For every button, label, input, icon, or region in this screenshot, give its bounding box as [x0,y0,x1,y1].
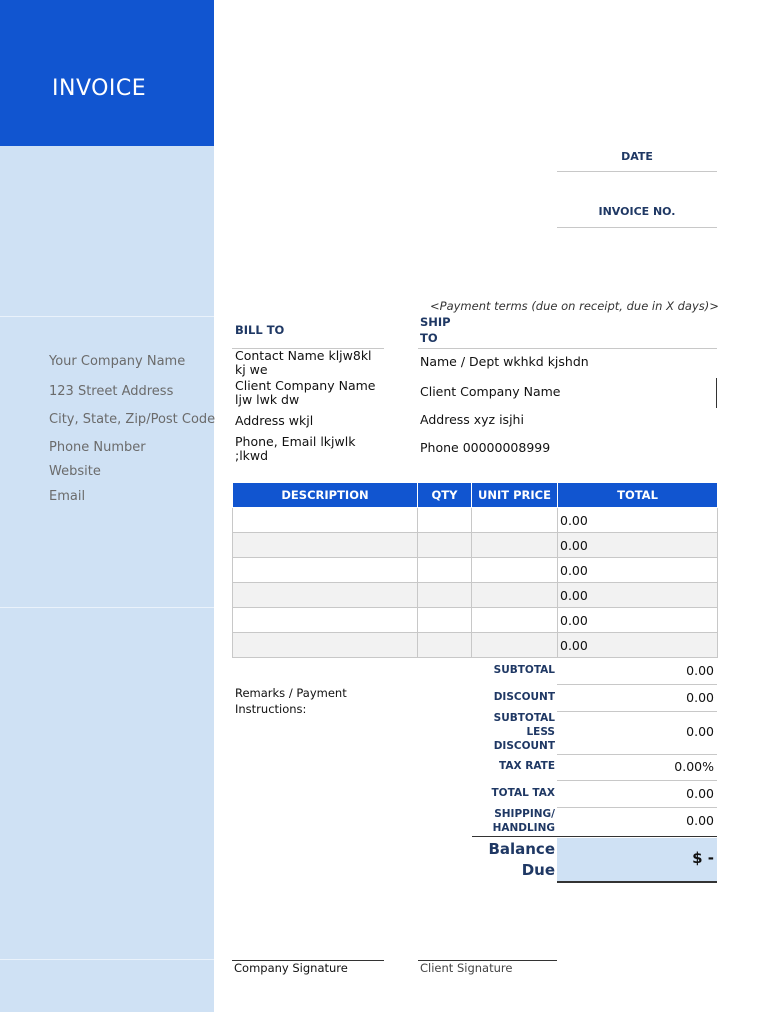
invoice-title: INVOICE [52,76,147,101]
qty-cell[interactable] [418,608,472,633]
company-website: Website [49,464,101,479]
sidebar-divider [0,316,214,317]
qty-cell[interactable] [418,558,472,583]
bill-to-phone-email: Phone, Email lkjwlk ;lkwd [235,434,356,463]
table-row [233,533,718,558]
total-cell: 0.00 [558,583,718,608]
invoice-no-underline [557,227,717,228]
ship-to-underline [418,348,717,349]
qty-cell[interactable] [418,633,472,658]
balance-due-value: $ - [692,849,714,867]
unit-price-cell[interactable] [472,558,558,583]
company-phone: Phone Number [49,440,146,455]
date-label: DATE [621,150,653,163]
total-tax-value: 0.00 [686,786,714,801]
date-underline [557,171,717,172]
sidebar-divider [0,607,214,608]
description-cell[interactable] [233,633,418,658]
shipping-label: SHIPPING/ HANDLING [492,808,555,834]
company-street: 123 Street Address [49,384,174,399]
subtotal-less-discount-value: 0.00 [686,724,714,739]
unit-price-cell[interactable] [472,533,558,558]
text-cursor [716,378,717,408]
total-header: TOTAL [558,483,718,508]
bill-to-client-company: Client Company Name ljw lwk dw [235,378,376,407]
unit-price-cell[interactable] [472,633,558,658]
invoice-no-label: INVOICE NO. [598,205,676,218]
bill-to-label: BILL TO [235,323,285,337]
qty-cell[interactable] [418,533,472,558]
company-name: Your Company Name [49,354,186,369]
payment-terms: <Payment terms (due on receipt, due in X days)> [430,299,719,313]
company-city: City, State, Zip/Post Code [49,412,216,427]
total-cell: 0.00 [558,508,718,533]
qty-cell[interactable] [418,583,472,608]
tax-rate-label: TAX RATE [499,760,555,772]
balance-due-label: Balance Due [488,840,555,879]
sidebar-header [0,0,214,146]
description-cell[interactable] [233,608,418,633]
bill-to-contact-name: Contact Name kljw8kl kj we [235,348,372,377]
description-cell[interactable] [233,558,418,583]
description-cell[interactable] [233,533,418,558]
tax-rate-underline [557,780,717,781]
table-row [233,583,718,608]
unit-price-cell[interactable] [472,508,558,533]
balance-top-rule [472,836,717,837]
ship-to-address: Address xyz isjhi [420,412,524,427]
description-cell[interactable] [233,583,418,608]
items-table [232,482,718,658]
subtotal-underline [557,684,717,685]
description-cell[interactable] [233,508,418,533]
company-email: Email [49,489,86,504]
bill-to-address: Address wkjl [235,413,314,428]
ship-to-label: SHIP TO [420,315,451,345]
items-table-header [233,483,718,508]
ship-to-phone: Phone 00000008999 [420,440,551,455]
shipping-value[interactable]: 0.00 [686,813,714,828]
qty-cell[interactable] [418,508,472,533]
sidebar-divider [0,959,214,960]
table-row [233,508,718,533]
discount-value[interactable]: 0.00 [686,690,714,705]
unit-price-header: UNIT PRICE [472,483,558,508]
subtotal-less-discount-label: SUBTOTAL LESS DISCOUNT [493,712,555,752]
total-tax-label: TOTAL TAX [491,787,555,799]
table-row [233,558,718,583]
ship-to-client-company: Client Company Name [420,384,561,399]
subtotal-less-discount-underline [557,754,717,755]
qty-header: QTY [418,483,472,508]
description-header: DESCRIPTION [233,483,418,508]
total-cell: 0.00 [558,608,718,633]
company-signature-label: Company Signature [234,961,348,975]
total-cell: 0.00 [558,558,718,583]
subtotal-value: 0.00 [686,663,714,678]
total-cell: 0.00 [558,633,718,658]
unit-price-cell[interactable] [472,583,558,608]
ship-to-name-dept: Name / Dept wkhkd kjshdn [420,354,589,369]
discount-underline [557,711,717,712]
sidebar [0,0,214,1012]
client-signature-label: Client Signature [420,961,513,975]
total-tax-underline [557,807,717,808]
total-cell: 0.00 [558,533,718,558]
table-row [233,608,718,633]
unit-price-cell[interactable] [472,608,558,633]
tax-rate-value[interactable]: 0.00% [674,759,714,774]
discount-label: DISCOUNT [493,691,555,703]
remarks-label: Remarks / Payment Instructions: [235,686,347,716]
subtotal-label: SUBTOTAL [493,664,555,676]
table-row [233,633,718,658]
